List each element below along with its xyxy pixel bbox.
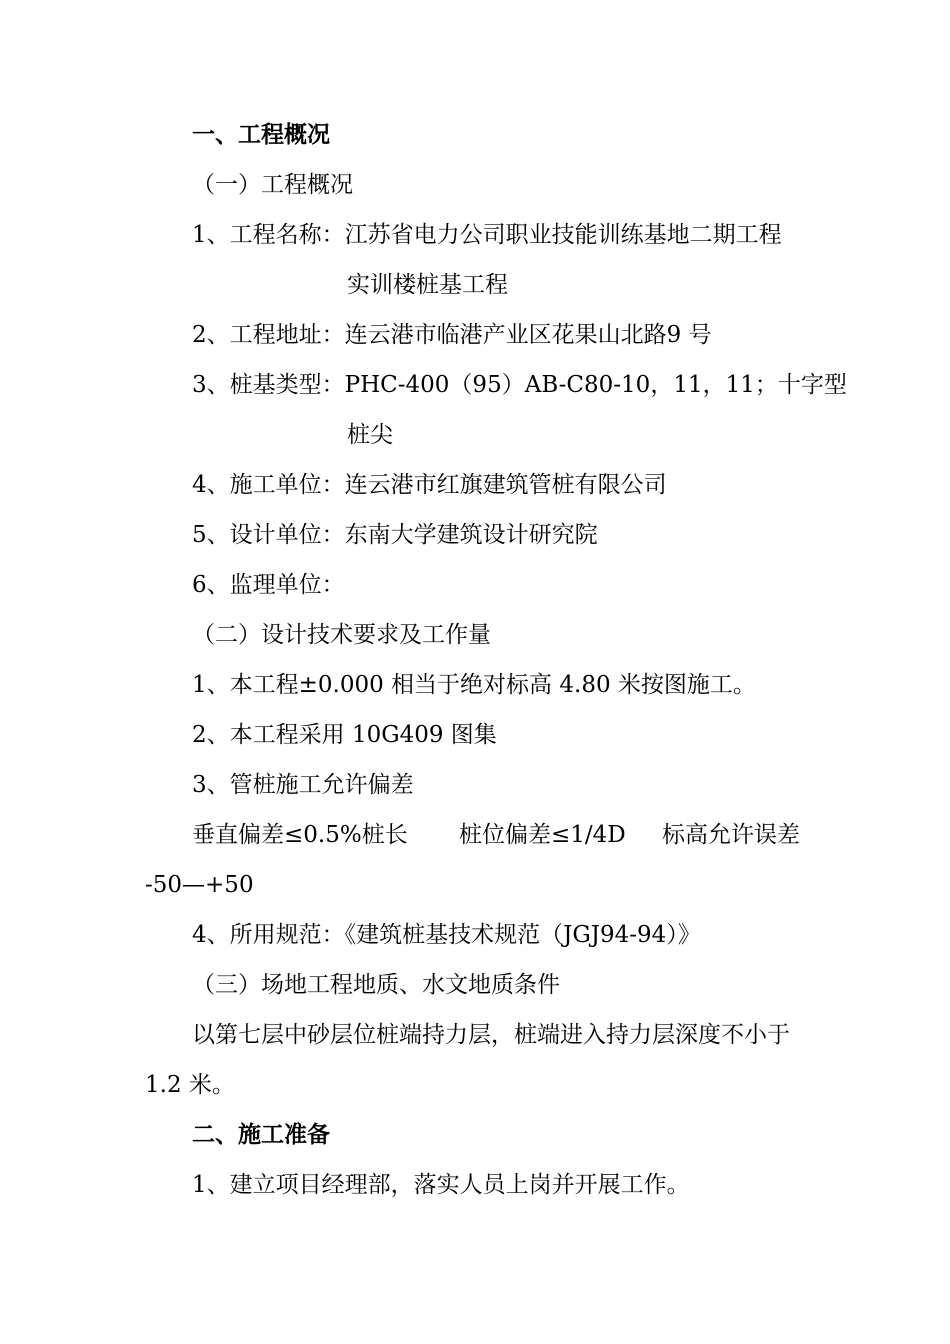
project-name-continued: 实训楼桩基工程 <box>347 272 508 298</box>
pile-type-line: 3、桩基类型：PHC-400（95）AB-C80-10，11，11；十字型 <box>192 372 847 398</box>
requirement-elevation: 1、本工程±0.000 相当于绝对标高 4.80 米按图施工。 <box>192 672 756 698</box>
subsection-heading-geology: （三）场地工程地质、水文地质条件 <box>192 972 560 998</box>
section-heading-preparation: 二、施工准备 <box>192 1122 330 1148</box>
deviation-row <box>0 820 950 850</box>
subsection-heading-design: （二）设计技术要求及工作量 <box>192 622 491 648</box>
geology-continued: 1.2 米。 <box>145 1072 235 1098</box>
deviation-elevation-range: -50—+50 <box>145 872 254 898</box>
supervision-unit-line: 6、监理单位： <box>192 572 345 598</box>
construction-unit-line: 4、施工单位：连云港市红旗建筑管桩有限公司 <box>192 472 667 498</box>
pile-type-continued: 桩尖 <box>347 422 393 448</box>
requirement-standard: 4、所用规范：《建筑桩基技术规范（JGJ94-94）》 <box>192 922 701 948</box>
deviation-vertical: 垂直偏差≤0.5%桩长 <box>192 822 408 848</box>
section-heading-overview: 一、工程概况 <box>192 122 330 148</box>
subsection-heading-overview: （一）工程概况 <box>192 172 353 198</box>
design-unit-line: 5、设计单位：东南大学建筑设计研究院 <box>192 522 598 548</box>
requirement-deviation-title: 3、管桩施工允许偏差 <box>192 772 414 798</box>
project-name-line: 1、工程名称：江苏省电力公司职业技能训练基地二期工程 <box>192 222 782 248</box>
requirement-atlas: 2、本工程采用 10G409 图集 <box>192 722 497 748</box>
preparation-item-1: 1、建立项目经理部，落实人员上岗并开展工作。 <box>192 1172 690 1198</box>
geology-line: 以第七层中砂层位桩端持力层，桩端进入持力层深度不小于 <box>192 1022 790 1048</box>
deviation-position: 桩位偏差≤1/4D <box>459 822 626 848</box>
deviation-elevation: 标高允许误差 <box>662 822 800 848</box>
project-address-line: 2、工程地址：连云港市临港产业区花果山北路9 号 <box>192 322 712 348</box>
